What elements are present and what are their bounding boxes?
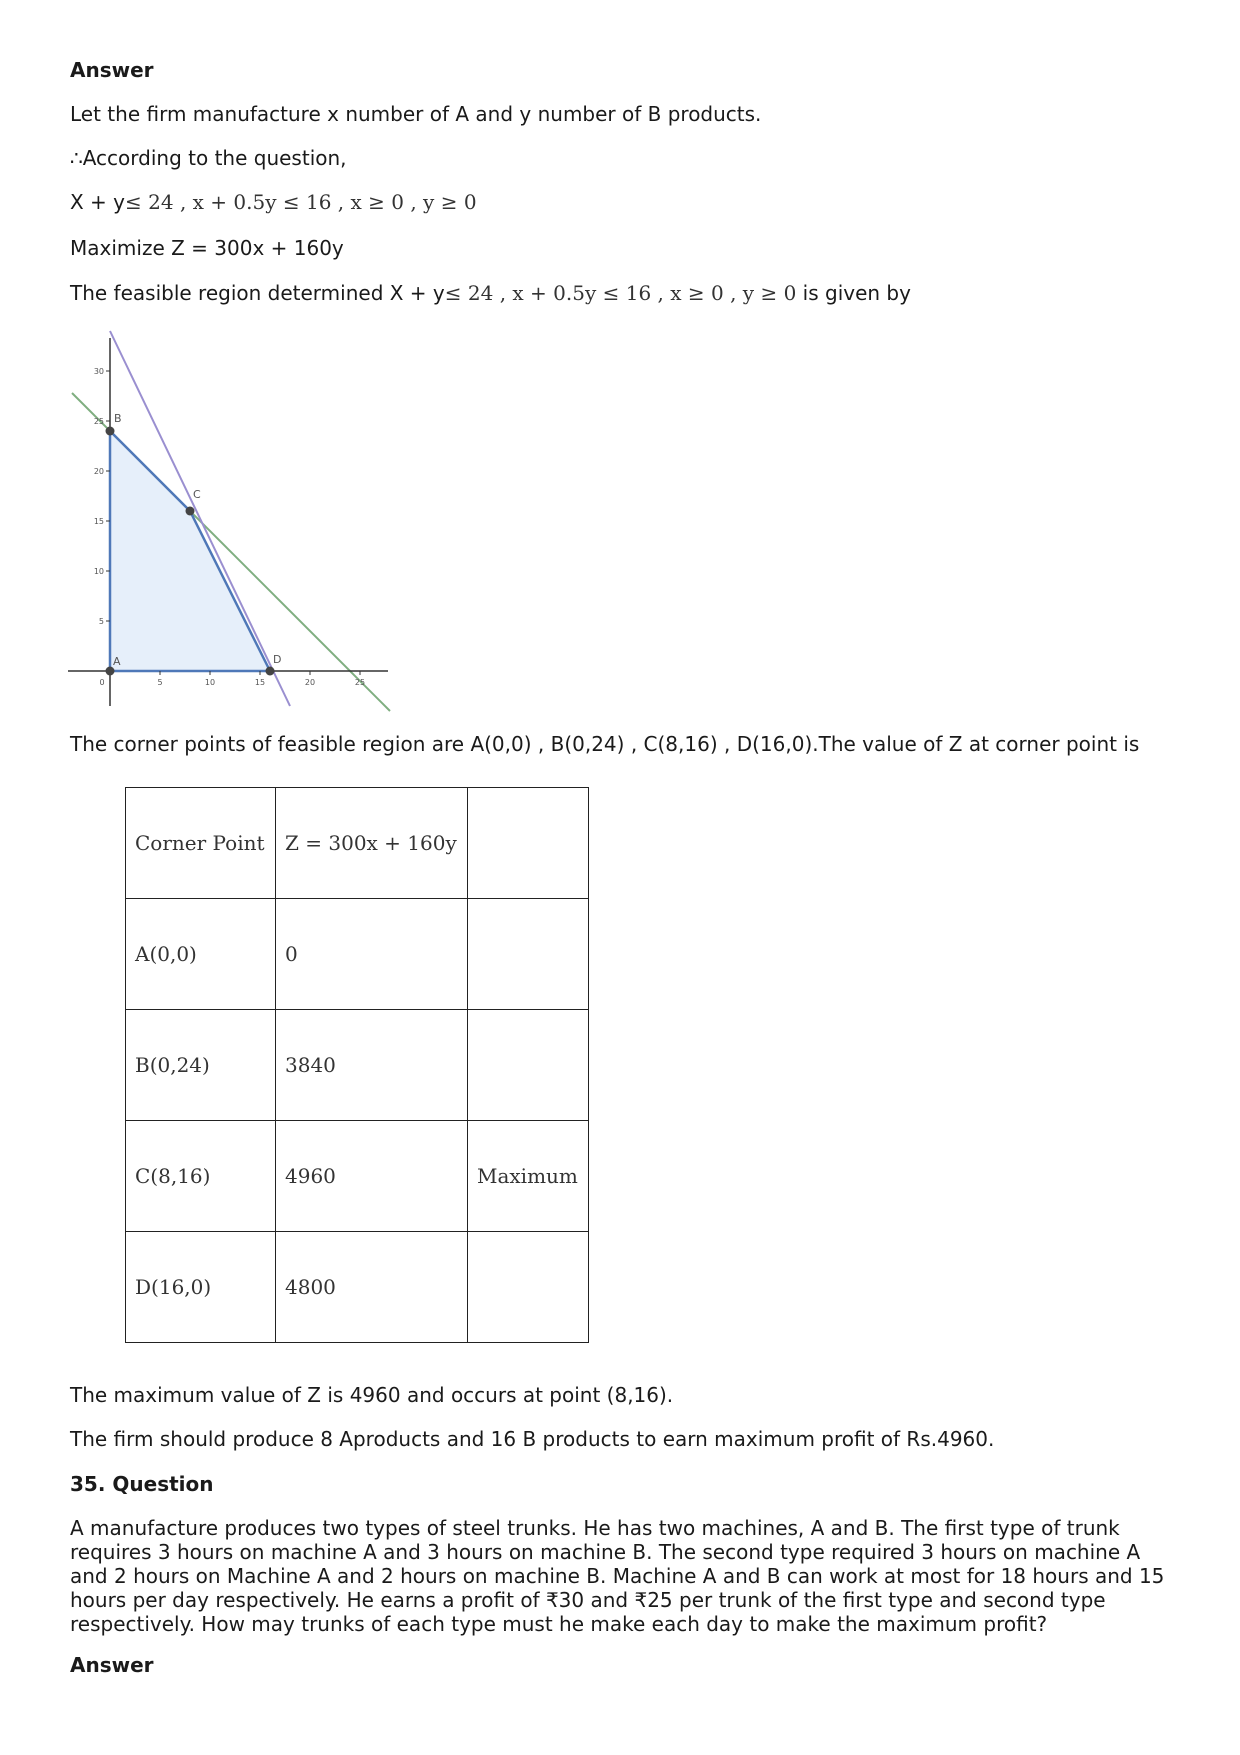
- according-line: ∴According to the question,: [70, 146, 347, 170]
- table-cell: [468, 1232, 589, 1343]
- answer-heading: Answer: [70, 58, 154, 82]
- constraint-prefix: X + y: [70, 190, 126, 214]
- corner-points-text: The corner points of feasible region are A(0,0) , B(0,24) , C(8,16) , D(16,0).The value of Z at corner point is: [70, 732, 1140, 756]
- x-tick-label: 20: [304, 678, 316, 687]
- question-heading: 35. Question: [70, 1472, 214, 1496]
- table-header-row: [126, 788, 589, 899]
- x-tick-label: 10: [204, 678, 216, 687]
- x-tick-label: 25: [354, 678, 366, 687]
- x-tick-label: 0: [99, 678, 105, 687]
- table-header-cell: Corner Point: [126, 788, 276, 899]
- table-header-cell: Z = 300x + 160y: [276, 788, 468, 899]
- feasible-math: ≤ 24 , x + 0.5y ≤ 16 , x ≥ 0 , y ≥ 0: [444, 281, 797, 305]
- table-header-cell: [468, 788, 589, 899]
- feasible-suffix: is given by: [796, 281, 911, 305]
- table-row: [126, 1010, 589, 1121]
- question-text: A manufacture produces two types of steel trunks. He has two machines, A and B. The first type of trunk requires 3 hours on machine A and 3 hours on machine B. The second type required 3 hours on machine A and 2 hours on Machine A and 2 hours on machine B. Machine A and B can work at most for 18 hours and 15 hours per day respectively. He earns a profit of ₹30 and ₹25 per trunk of the first type and second type respectively. How may trunks of each type must he make each day to make the maximum profit?: [70, 1516, 1165, 1636]
- corner-point-table: [125, 787, 589, 1343]
- answer-heading-2: Answer: [70, 1653, 154, 1677]
- table-cell: B(0,24): [126, 1010, 276, 1121]
- corner-point-label: B: [114, 412, 122, 425]
- intro-line: Let the firm manufacture x number of A and y number of B products.: [70, 102, 762, 126]
- y-tick-label: 15: [93, 517, 104, 526]
- feasible-prefix: The feasible region determined X + y: [70, 281, 445, 305]
- table-cell: 3840: [276, 1010, 468, 1121]
- corner-point-label: A: [113, 655, 121, 668]
- corner-point-c: [186, 507, 195, 516]
- y-tick-label: 30: [93, 367, 104, 376]
- feasible-line: [70, 281, 911, 305]
- table-cell: Maximum: [468, 1121, 589, 1232]
- table-cell: [468, 1010, 589, 1121]
- corner-point-label: D: [273, 653, 282, 666]
- x-tick-label: 5: [157, 678, 163, 687]
- constraint-math: ≤ 24 , x + 0.5y ≤ 16 , x ≥ 0 , y ≥ 0: [125, 190, 477, 214]
- table-cell: C(8,16): [126, 1121, 276, 1232]
- corner-point-label: C: [193, 488, 201, 501]
- table-row: [126, 899, 589, 1010]
- corner-point-b: [106, 427, 115, 436]
- y-tick-label: 25: [93, 417, 104, 426]
- table-cell: D(16,0): [126, 1232, 276, 1343]
- constraint-line: [70, 190, 477, 214]
- y-tick-label: 5: [98, 617, 104, 626]
- maximize-line: Maximize Z = 300x + 160y: [70, 236, 344, 260]
- table-cell: 4960: [276, 1121, 468, 1232]
- corner-point-d: [266, 667, 275, 676]
- feasible-region-graph: [68, 328, 398, 718]
- table-cell: [468, 899, 589, 1010]
- x-tick-label: 15: [254, 678, 266, 687]
- maximum-line: The maximum value of Z is 4960 and occurs at point (8,16).: [70, 1383, 674, 1407]
- y-tick-label: 10: [93, 567, 104, 576]
- table-cell: A(0,0): [126, 899, 276, 1010]
- y-tick-label: 20: [93, 467, 104, 476]
- conclusion-line: The firm should produce 8 Aproducts and 16 B products to earn maximum profit of Rs.4960.: [70, 1427, 995, 1451]
- table-cell: 4800: [276, 1232, 468, 1343]
- table-row: [126, 1121, 589, 1232]
- table-row: [126, 1232, 589, 1343]
- table-cell: 0: [276, 899, 468, 1010]
- feasible-region: [110, 431, 270, 671]
